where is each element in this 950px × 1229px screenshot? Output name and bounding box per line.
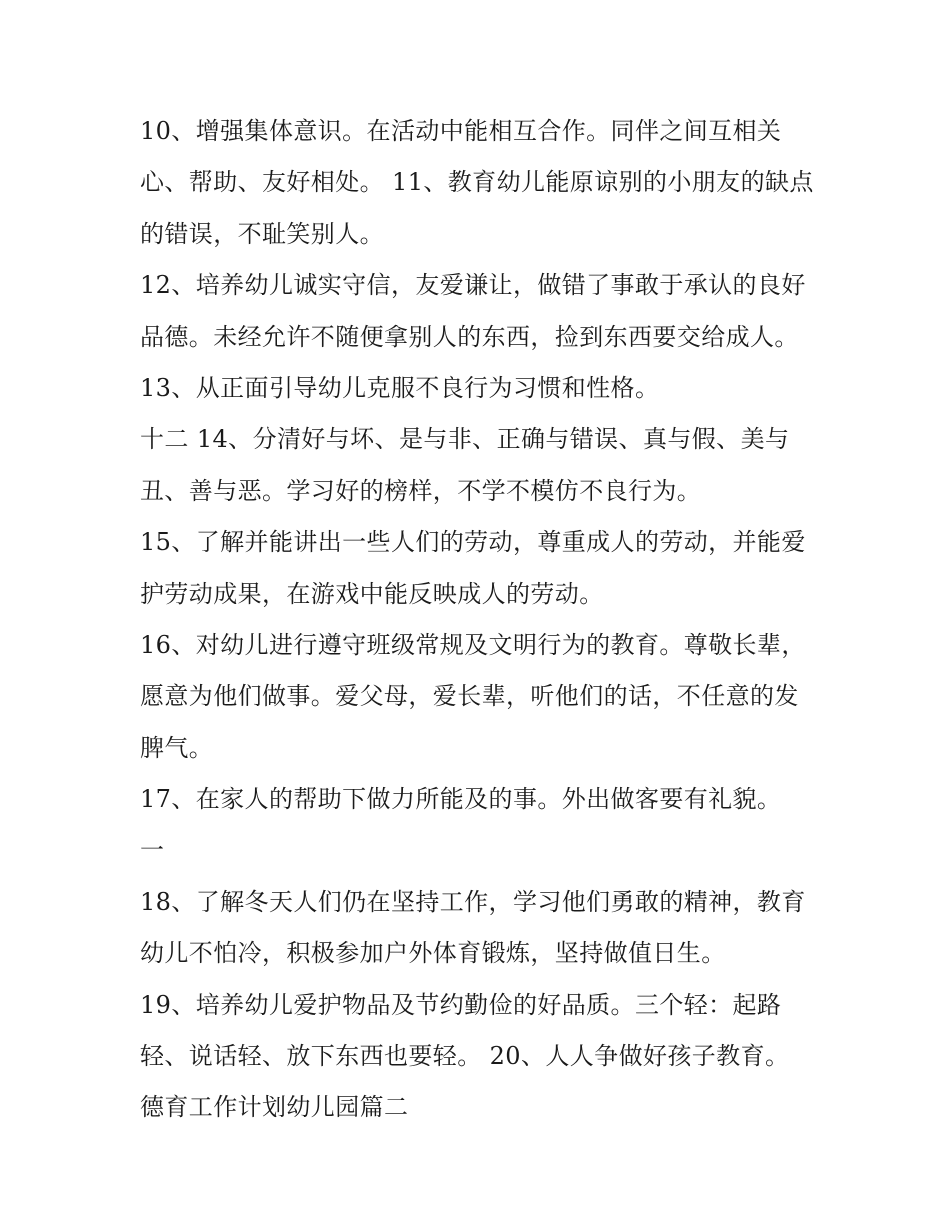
text-line: 丑、善与恶。学习好的榜样，不学不模仿不良行为。 xyxy=(140,476,702,505)
text-line: 10、增强集体意识。在活动中能相互合作。同伴之间互相关 xyxy=(140,117,782,145)
text-line: 13、从正面引导幼儿克服不良行为习惯和性格。 xyxy=(140,373,660,402)
text-line: 一 xyxy=(140,836,165,865)
text-line: 脾气。 xyxy=(140,733,214,762)
text-line: 幼儿不怕冷，积极参加户外体育锻炼，坚持做值日生。 xyxy=(140,939,726,968)
text-line: 护劳动成果，在游戏中能反映成人的劳动。 xyxy=(140,579,604,608)
text-line: 17、在家人的帮助下做力所能及的事。外出做客要有礼貌。 xyxy=(140,785,782,814)
text-line: 12、培养幼儿诚实守信，友爱谦让，做错了事敢于承认的良好 xyxy=(140,271,806,300)
text-line: 19、培养幼儿爱护物品及节约勤俭的好品质。三个轻：起路 xyxy=(140,990,782,1019)
section-heading: 德育工作计划幼儿园篇二 xyxy=(140,1093,409,1122)
text-line: 16、对幼儿进行遵守班级常规及文明行为的教育。尊敬长辈， xyxy=(140,630,806,659)
text-line: 15、了解并能讲出一些人们的劳动，尊重成人的劳动，并能爱 xyxy=(140,528,806,557)
text-line: 品德。未经允许不随便拿别人的东西，捡到东西要交给成人。 xyxy=(140,322,799,351)
text-line: 18、了解冬天人们仍在坚持工作，学习他们勇敢的精神，教育 xyxy=(140,887,806,916)
text-line: 心、帮助、友好相处。 11、教育幼儿能原谅别的小朋友的缺点 xyxy=(140,168,814,197)
text-line: 十二 14、分清好与坏、是与非、正确与错误、真与假、美与 xyxy=(140,425,790,454)
text-line: 的错误，不耻笑别人。 xyxy=(140,219,384,248)
document-body xyxy=(140,106,820,1134)
text-line: 愿意为他们做事。爱父母，爱长辈，听他们的话，不任意的发 xyxy=(140,682,799,711)
text-line: 轻、说话轻、放下东西也要轻。 20、人人争做好孩子教育。 xyxy=(140,1042,790,1071)
